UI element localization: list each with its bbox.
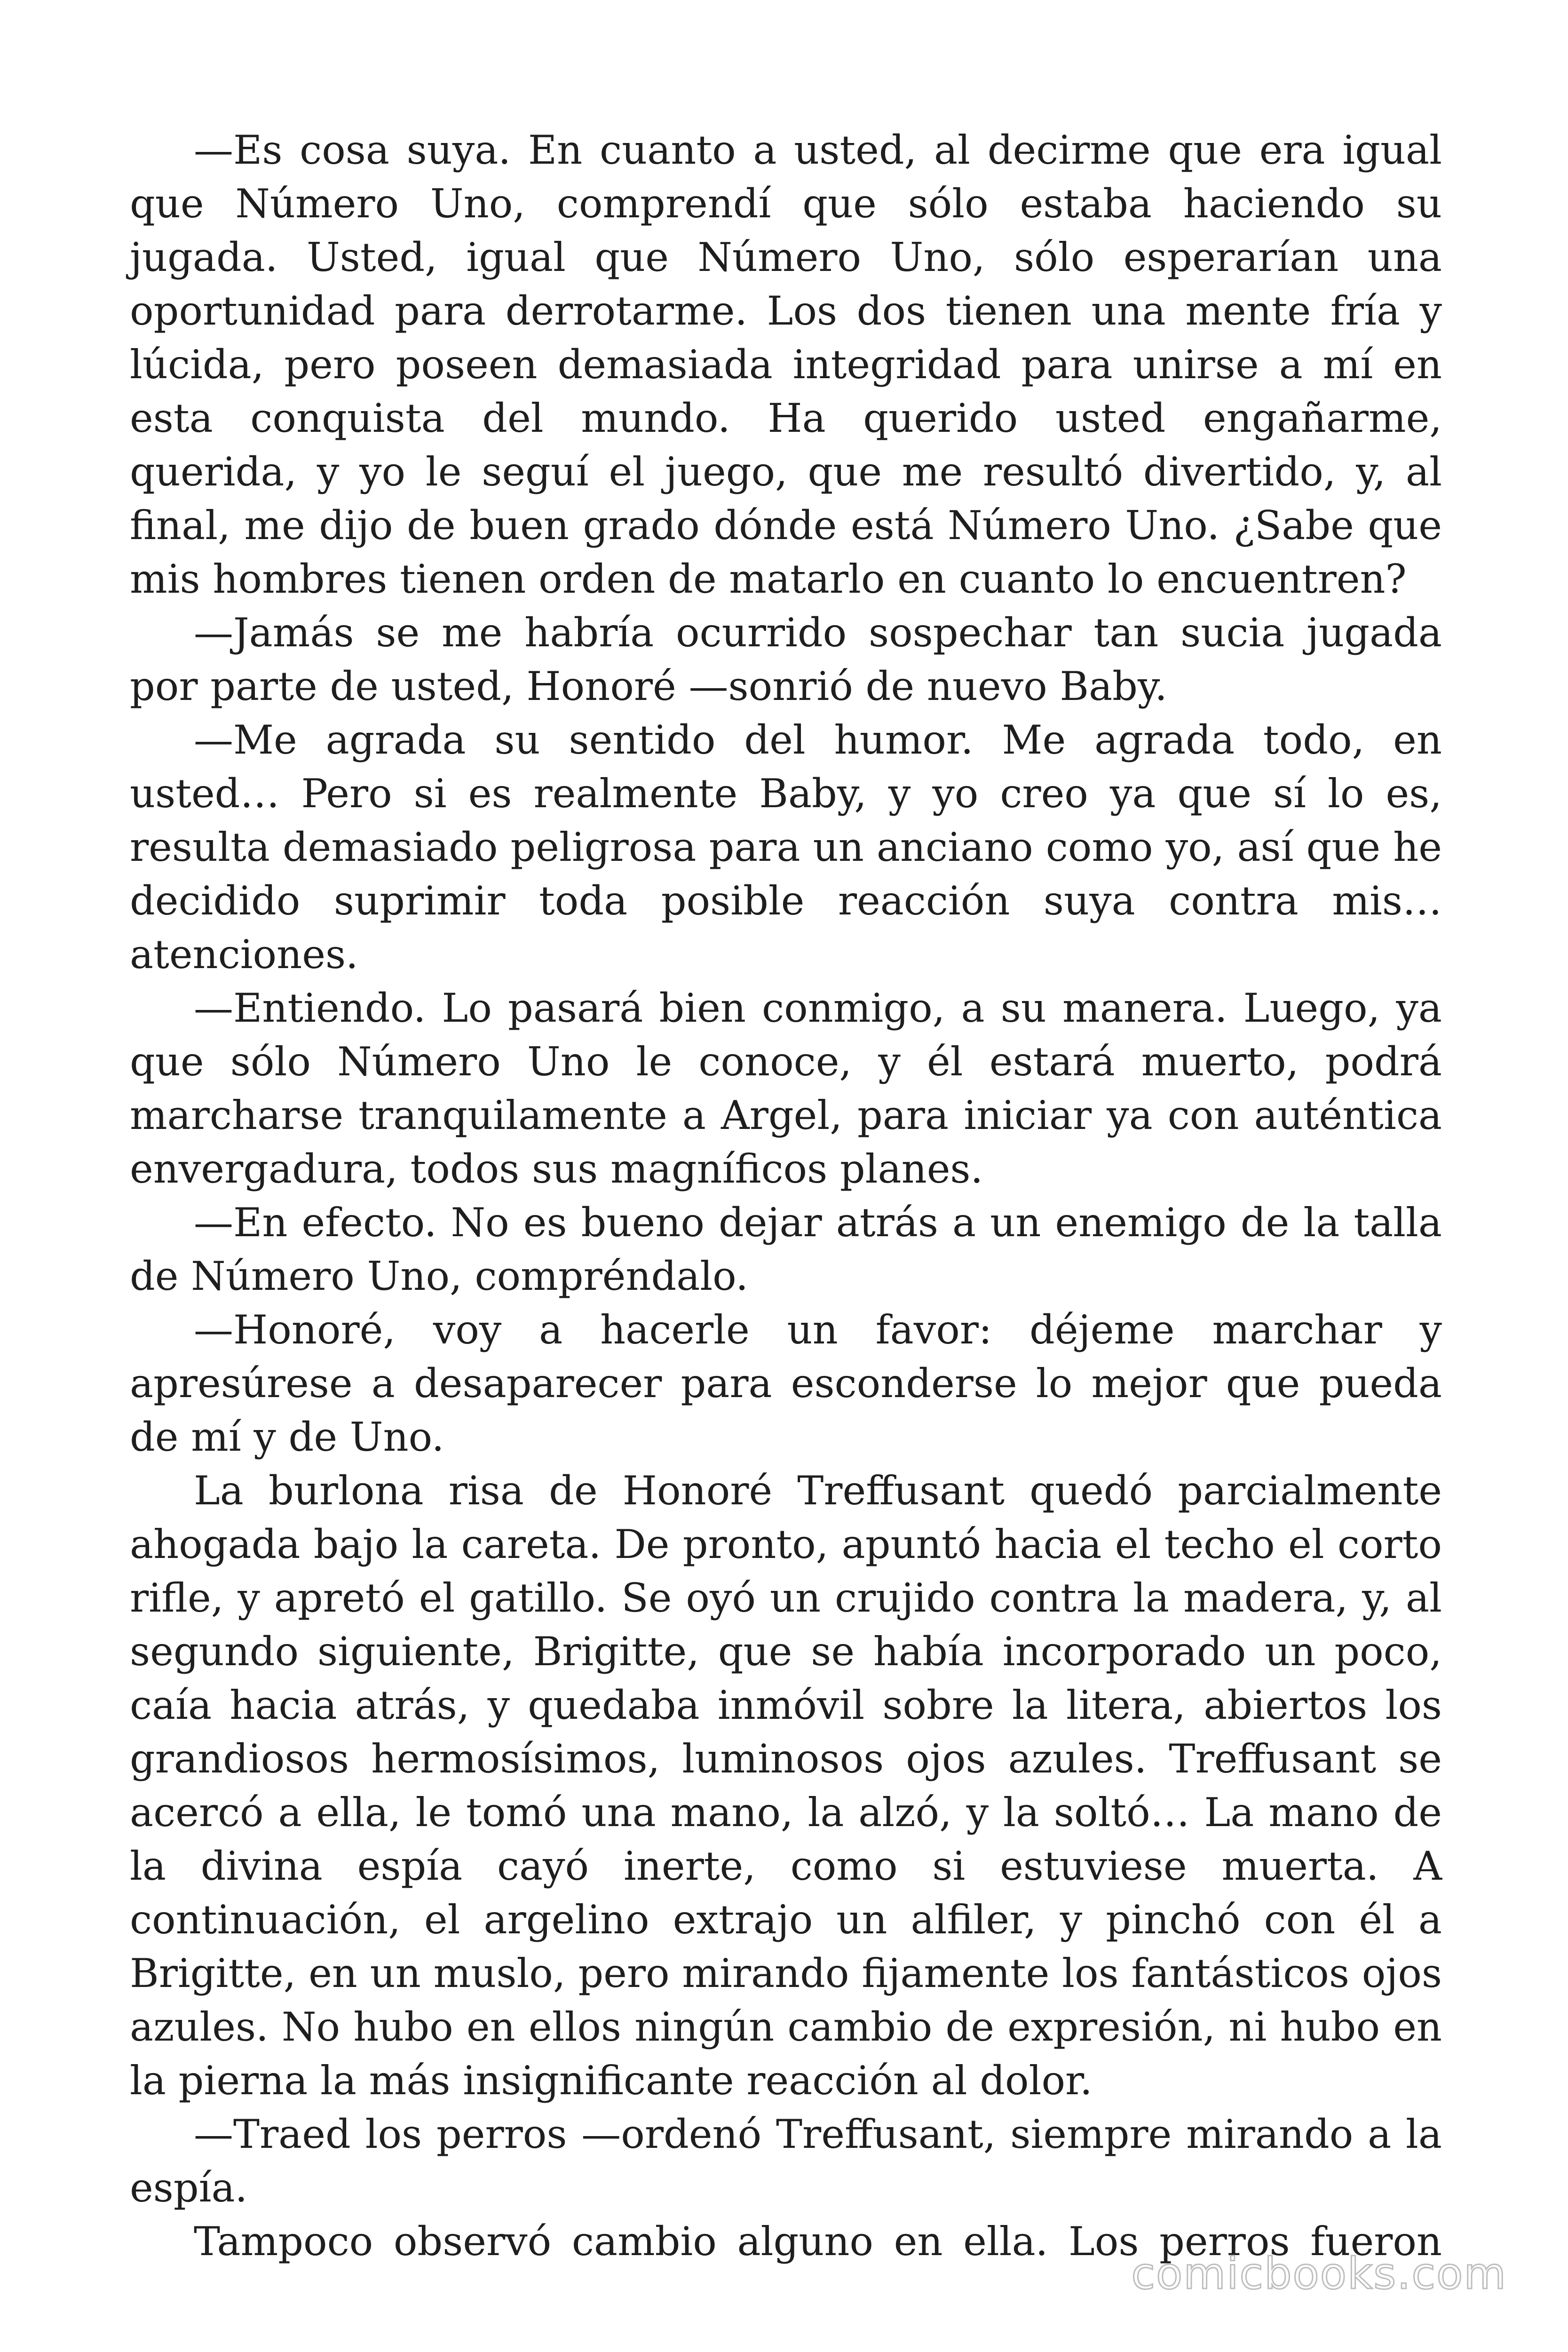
paragraph: —Honoré, voy a hacerle un favor: déjeme marchar y apresúrese a desaparecer para esconderse lo mejor que pueda de mí y de Uno. <box>130 1307 1442 1460</box>
paragraph: La burlona risa de Honoré Treffusant quedó parcialmente ahogada bajo la careta. De pronto, apuntó hacia el techo el corto rifle, y apretó el gatillo. Se oyó un crujido contra la madera, y, al segundo siguiente, Brigitte, que se había incorporado un poco, caía hacia atrás, y quedaba inmóvil sobre la litera, abiertos los grandiosos hermosísimos, luminosos ojos azules. Treffusant se acercó a ella, le tomó una mano, la alzó, y la soltó… La mano de la divina espía cayó inerte, como si estuviese muerta. A continuación, el argelino extrajo un alfiler, y pinchó con él a Brigitte, en un muslo, pero mirando fijamente los fantásticos ojos azules. No hubo en ellos ningún cambio de expresión, ni hubo en la pierna la más insignificante reacción al dolor. <box>130 1468 1442 2104</box>
paragraph: —Jamás se me habría ocurrido sospechar tan sucia jugada por parte de usted, Honoré —sonrió de nuevo Baby. <box>130 610 1442 709</box>
paragraph: —En efecto. No es bueno dejar atrás a un enemigo de la talla de Número Uno, compréndalo. <box>130 1200 1442 1299</box>
paragraph: —Es cosa suya. En cuanto a usted, al decirme que era igual que Número Uno, comprendí que sólo estaba haciendo su jugada. Usted, igual que Número Uno, sólo esperarían una oportunidad para derrotarme. Los dos tienen una mente fría y lúcida, pero poseen demasiada integridad para unirse a mí en esta conquista del mundo. Ha querido usted engañarme, querida, y yo le seguí el juego, que me resultó divertido, y, al final, me dijo de buen grado dónde está Número Uno. ¿Sabe que mis hombres tienen orden de matarlo en cuanto lo encuentren? <box>130 127 1442 602</box>
paragraph: —Entiendo. Lo pasará bien conmigo, a su manera. Luego, ya que sólo Número Uno le conoce, y él estará muerto, podrá marcharse tranquilamente a Argel, para iniciar ya con auténtica envergadura, todos sus magníficos planes. <box>130 985 1442 1192</box>
paragraph: —Me agrada su sentido del humor. Me agrada todo, en usted… Pero si es realmente Baby, y yo creo ya que sí lo es, resulta demasiado peligrosa para un anciano como yo, así que he decidido suprimir toda posible reacción suya contra mis… atenciones. <box>130 717 1442 977</box>
paragraph: —Traed los perros —ordenó Treffusant, siempre mirando a la espía. <box>130 2111 1442 2211</box>
watermark: comicbooks.com <box>1131 2249 1507 2299</box>
page-text <box>130 123 1442 2268</box>
paragraph: Tampoco observó cambio alguno en ella. Los perros fueron <box>194 2218 1442 2265</box>
